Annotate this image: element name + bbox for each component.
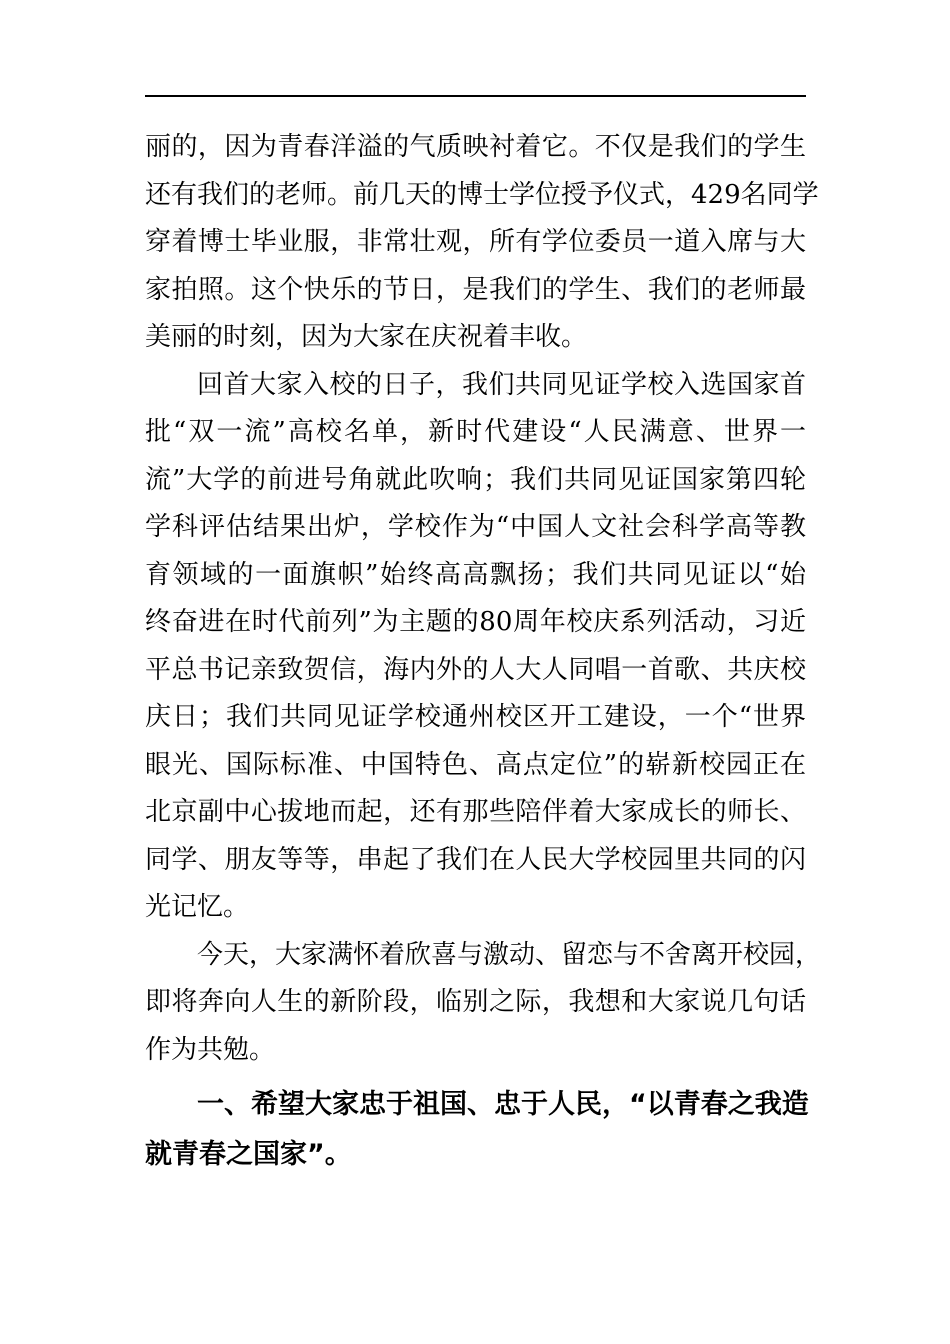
text-line: 流”大学的前进号角就此吹响；我们共同见证国家第四轮 xyxy=(145,464,806,495)
text-line: 学科评估结果出炉，学校作为“中国人文社会科学高等教 xyxy=(145,512,806,542)
text-line: 庆日；我们共同见证学校通州校区开工建设，一个“世界 xyxy=(145,702,806,732)
text-line: 同学、朋友等等，串起了我们在人民大学校园里共同的闪 xyxy=(145,844,806,875)
text-line: 美丽的时刻，因为大家在庆祝着丰收。 xyxy=(145,322,588,352)
heading-line: 就青春之国家”。 xyxy=(145,1139,352,1170)
text-line: 回首大家入校的日子，我们共同见证学校入选国家首 xyxy=(197,369,806,400)
text-line: 即将奔向人生的新阶段，临别之际，我想和大家说几句话 xyxy=(145,987,806,1017)
paragraph-2 xyxy=(145,362,806,932)
text-line: 育领域的一面旗帜”始终高高飘扬；我们共同见证以“始 xyxy=(145,559,806,590)
heading-line: 一、希望大家忠于祖国、忠于人民，“以青春之我造 xyxy=(197,1089,809,1120)
text-line: 丽的，因为青春洋溢的气质映衬着它。不仅是我们的学生 xyxy=(145,132,806,162)
paragraph-3 xyxy=(145,932,822,1075)
document-body xyxy=(145,124,822,1180)
text-line: 终奋进在时代前列”为主题的80周年校庆系列活动，习近 xyxy=(145,607,806,637)
text-line: 批“双一流”高校名单，新时代建设“人民满意、世界一 xyxy=(145,417,806,447)
section-heading xyxy=(145,1080,809,1180)
text-line: 眼光、国际标准、中国特色、高点定位”的崭新校园正在 xyxy=(145,749,806,780)
text-line: 平总书记亲致贺信，海内外的人大人同唱一首歌、共庆校 xyxy=(145,654,806,685)
text-line: 北京副中心拔地而起，还有那些陪伴着大家成长的师长、 xyxy=(145,797,806,827)
text-line: 家拍照。这个快乐的节日，是我们的学生、我们的老师最 xyxy=(145,274,806,305)
text-line: 还有我们的老师。前几天的博士学位授予仪式，429名同学 xyxy=(145,179,819,210)
text-line: 光记忆。 xyxy=(145,892,250,922)
text-line: 今天，大家满怀着欣喜与激动、留恋与不舍离开校园， xyxy=(197,939,822,970)
header-rule xyxy=(145,95,806,97)
text-line: 作为共勉。 xyxy=(145,1034,276,1065)
text-line: 穿着博士毕业服，非常壮观，所有学位委员一道入席与大 xyxy=(145,227,806,257)
paragraph-1 xyxy=(145,124,819,362)
